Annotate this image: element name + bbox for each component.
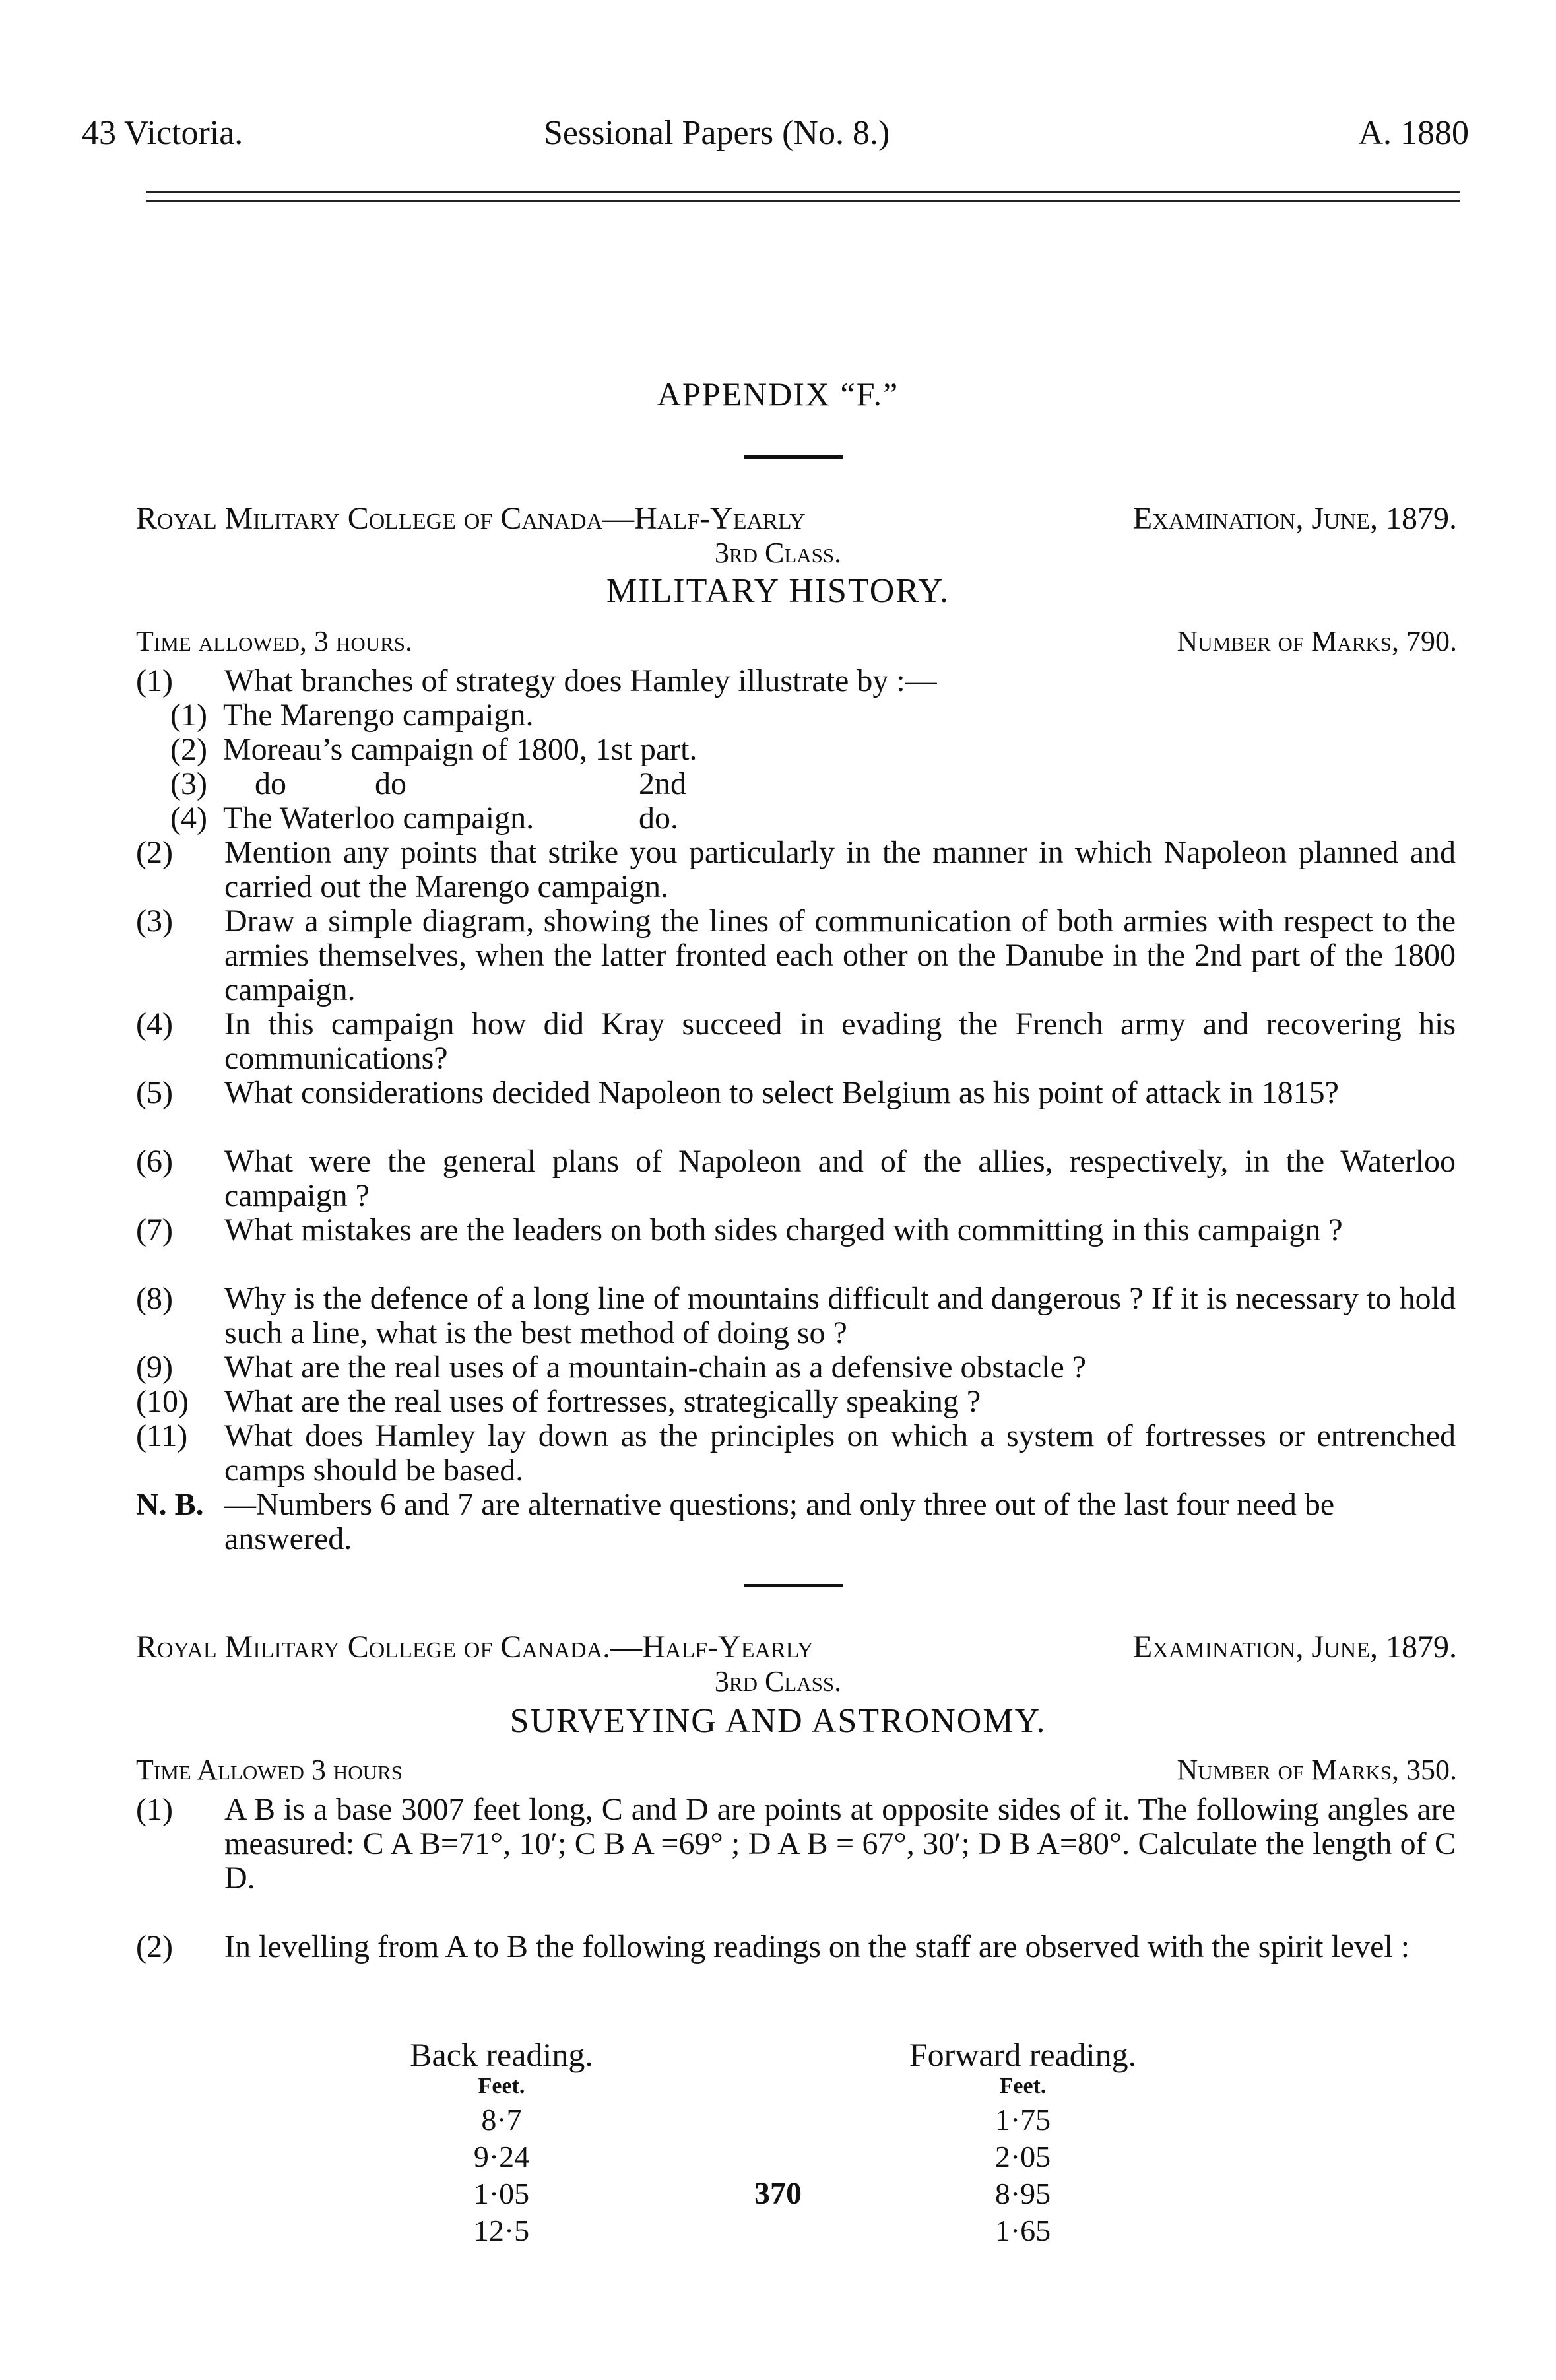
forward-reading-column [858,2035,1188,2249]
question-number: (9) [136,1350,173,1385]
subitem-number: (3) [170,766,207,801]
question-number: (11) [136,1418,188,1453]
forward-reading-value: 8·95 [994,2177,1051,2210]
question-text: What were the general plans of Napoleon and of the allies, respectively, in the Waterloo campaign ? [224,1144,1456,1213]
question-number: (10) [136,1384,189,1419]
exam1-header-right: Examination, June, 1879. [1132,501,1457,536]
subitem-ditto: do [375,766,406,801]
exam1-class: 3rd Class. [714,537,842,569]
question-number: (1) [136,1792,173,1827]
question-text: A B is a base 3007 feet long, C and D are points at opposite sides of it. The following angles are measured: C A B=71°, 10′; C B A =69° ; D A B = 67°, 30′; D B A=80°. Calculate the length of C D. [224,1792,1456,1896]
back-reading-unit: Feet. [478,2074,525,2098]
appendix-title: APPENDIX “F.” [657,376,899,413]
question-text: What considerations decided Napoleon to select Belgium as his point of attack in 1815? [224,1075,1339,1110]
exam2-subject: SURVEYING AND ASTRONOMY. [509,1702,1047,1740]
question-text: Why is the defence of a long line of mountains difficult and dangerous ? If it is necessary to hold such a line, what is the best method of doing so ? [224,1281,1456,1350]
question-number: (2) [136,1929,173,1964]
question-text: Draw a simple diagram, showing the lines of communication of both armies with respect to the armies themselves, when the latter fronted each other on the Danube in the 2nd part of the 1800 campaign. [224,904,1456,1007]
page-number: 370 [754,2176,802,2211]
question-text: What does Hamley lay down as the principles on which a system of fortresses or entrenched camps should be based. [224,1418,1456,1488]
subitem-number: (1) [170,698,207,733]
exam2-header-left: Royal Military College of Canada.—Half-Yearly [136,1630,814,1665]
question-text: In this campaign how did Kray succeed in evading the French army and recovering his communications? [224,1007,1456,1076]
note-text: —Numbers 6 and 7 are alternative questions; and only three out of the last four need be answered. [224,1487,1335,1556]
question-number: (2) [136,835,173,870]
exam2-time-allowed: Time Allowed 3 hours [136,1754,403,1786]
question-number: (5) [136,1075,173,1110]
subitem-text: The Waterloo campaign. [223,801,535,836]
back-reading-value: 1·05 [473,2177,530,2210]
running-head-left: 43 Victoria. [82,114,243,152]
header-rule [146,191,1460,202]
subitem-ditto: 2nd do. [639,766,686,836]
subitem-ditto: do [255,766,286,801]
note-label: N. B. [136,1487,204,1522]
back-reading-header: Back reading. [410,2036,593,2073]
forward-reading-value: 1·75 [994,2103,1051,2136]
exam1-marks: Number of Marks, 790. [1177,625,1457,657]
exam1-time-allowed: Time allowed, 3 hours. [136,625,413,657]
subitem-number: (2) [170,732,207,767]
exam2-class: 3rd Class. [714,1665,842,1698]
subitem-number: (4) [170,801,207,836]
forward-reading-value: 1·65 [994,2214,1051,2247]
subitem-text: Moreau’s campaign of 1800, 1st part. [223,732,697,767]
question-text: What are the real uses of fortresses, strategically speaking ? [224,1384,981,1419]
running-head [82,114,1469,160]
running-head-center: Sessional Papers (No. 8.) [544,114,890,152]
question-text: In levelling from A to B the following readings on the staff are observed with the spirit level : [224,1929,1410,1964]
question-number: (6) [136,1144,173,1179]
back-reading-value: 12·5 [473,2214,530,2247]
question-text: What are the real uses of a mountain-chain as a defensive obstacle ? [224,1350,1087,1385]
question-number: (3) [136,904,173,939]
question-text: What mistakes are the leaders on both sides charged with committing in this campaign ? [224,1212,1343,1247]
exam1-subject: MILITARY HISTORY. [606,572,950,610]
forward-reading-unit: Feet. [999,2074,1047,2098]
section-divider [744,455,843,459]
forward-reading-header: Forward reading. [909,2036,1137,2073]
back-reading-value: 9·24 [473,2140,530,2173]
question-text: What branches of strategy does Hamley illustrate by :— [224,663,937,698]
back-reading-column [370,2035,633,2249]
back-reading-value: 8·7 [481,2103,522,2136]
exam1-header-left: Royal Military College of Canada—Half-Yearly [136,501,806,536]
exam2-marks: Number of Marks, 350. [1177,1754,1457,1786]
question-number: (1) [136,663,173,698]
exam2-header-right: Examination, June, 1879. [1132,1630,1457,1665]
question-number: (7) [136,1212,173,1247]
subitem-text: The Marengo campaign. [223,698,534,733]
question-number: (4) [136,1007,173,1041]
running-head-right: A. 1880 [1358,114,1469,152]
question-number: (8) [136,1281,173,1316]
forward-reading-value: 2·05 [994,2140,1051,2173]
question-text: Mention any points that strike you particularly in the manner in which Napoleon planned and carried out the Marengo campaign. [224,835,1456,904]
section-divider [744,1584,843,1587]
